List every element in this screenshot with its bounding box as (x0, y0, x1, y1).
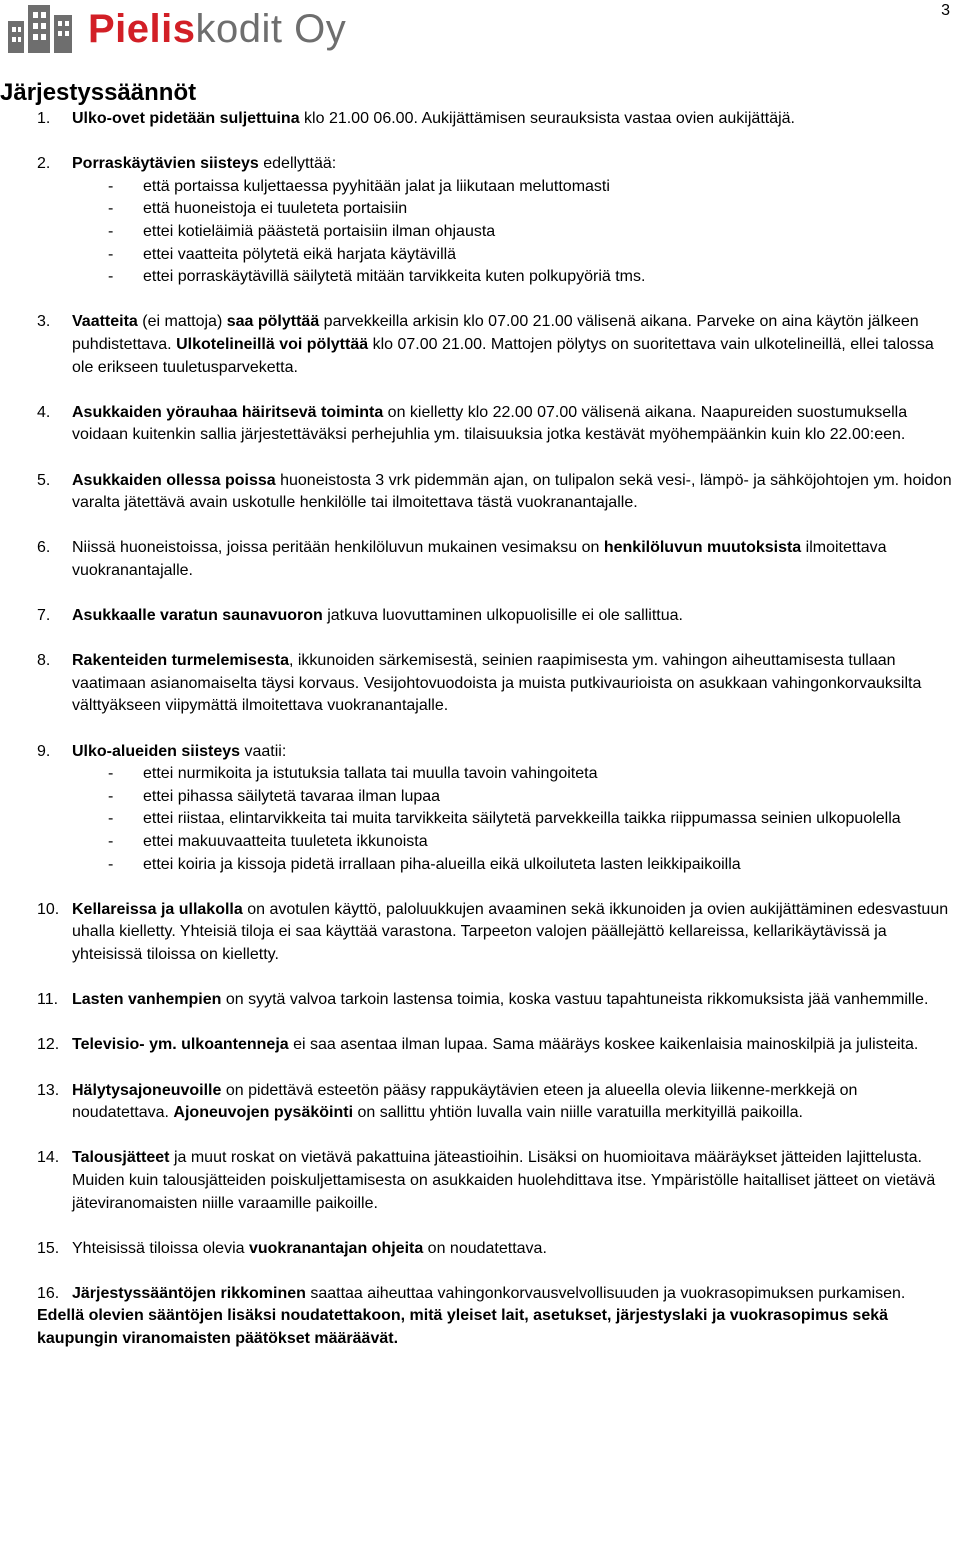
page-number: 3 (941, 2, 950, 19)
rule-item: 6. Niissä huoneistoissa, joissa peritään henkilöluvun mukainen vesimaksu on henkilöluvun muutoksista ilmoitettava vuokranantajalle. (37, 539, 887, 579)
rule-item: 1. Ulko-ovet pidetään suljettuina klo 21.00 06.00. Aukijättämisen seurauksista vastaa ovien aukijättäjä. (37, 110, 795, 127)
rule-item: 7. Asukkaalle varatun saunavuoron jatkuva luovuttaminen ulkopuolisille ei ole sallittua. (37, 607, 683, 625)
rule-subitem: - ettei makuuvaatteita tuuleteta ikkunoista (108, 833, 428, 850)
rule-item: 14. Talousjätteet ja muut roskat on vietävä pakattuina jäteastioihin. Lisäksi on huomioitava määräykset jätteiden lajittelusta. Muiden kuin talousjätteiden poiskuljettamisesta on asukkaiden huolehdittava itse. Ympäristölle haitalliset jätteet on vietävä jäteviranomaisten niille varaamille paikoille. (37, 1149, 936, 1212)
rule-item: 12. Televisio- ym. ulkoantenneja ei saa asentaa ilman lupaa. Sama määräys koskee kaikenlaisia mainoskilpiä ja julisteita. (37, 1036, 919, 1054)
building-logo-icon (6, 3, 76, 55)
rule-subitem: - ettei koiria ja kissoja pidetä irrallaan piha-alueilla eikä ulkoiluteta lasten leikkipaikoilla (108, 855, 741, 873)
rule-subitem: - että portaissa kuljettaessa pyyhitään jalat ja liikutaan meluttomasti (108, 177, 610, 195)
final-note: Edellä olevien sääntöjen lisäksi noudatettakoon, mitä yleiset lait, asetukset, järjestyslaki ja vuokrasopimus sekä kaupungin viranomaisten päätökset määräävät. (37, 1307, 889, 1348)
rule-subitem: - ettei riistaa, elintarvikkeita tai muita tarvikkeita säilytetä parvekkeilla taikka riippumassa seinien ulkopuolella (108, 810, 901, 828)
rule-item: 11. Lasten vanhempien on syytä valvoa tarkoin lastensa toimia, koska vastuu tapahtuneista rikkomuksista jää vanhemmille. (37, 991, 929, 1009)
rule-item: 8. Rakenteiden turmelemisesta, ikkunoiden särkemisestä, seinien raapimisesta ym. vahingon aiheuttamisesta tullaan vaatimaan asianomaiselta täysi korvaus. Vesijohtovuodoista ja muista putkivaurioista on asukkaan vahingonkorvauksilta välttyäkseen viipymättä ilmoitettava vuokranantajalle. (37, 652, 922, 715)
rule-item: 2. Porraskäytävien siisteys edellyttää: (37, 155, 337, 173)
rule-item: 5. Asukkaiden ollessa poissa huoneistosta 3 vrk pidemmän ajan, on tulipalon sekä vesi-, lämpö- ja sähköjohtojen ym. hoidon varalta jätettävä avain uskotulle henkilölle tai ilmoitettava tästä vuokranantajalle. (37, 471, 952, 512)
rules-list (0, 108, 958, 1351)
rule-item: 4. Asukkaiden yörauhaa häiritsevä toiminta on kielletty klo 22.00 07.00 välisenä aikana. Naapureiden suostumuksella voidaan kuitenkin sallia järjestettäväksi perhejuhlia ym. tilaisuuksia jotka kestävät myöhempäänkin kuin klo 22.00:een. (37, 403, 908, 444)
rule-item: 15. Yhteisissä tiloissa olevia vuokranantajan ohjeita on noudatettava. (37, 1239, 547, 1257)
rule-item: 9. Ulko-alueiden siisteys vaatii: (37, 742, 287, 760)
rule-subitem: - että huoneistoja ei tuuleteta portaisiin (108, 200, 408, 218)
rule-item: 13. Hälytysajoneuvoille on pidettävä esteetön pääsy rappukäytävien eteen ja alueella olevia liikenne-merkkejä on noudatettava. Ajoneuvojen pysäköinti on sallittu yhtiön luvalla vain niille varatuilla merkityillä paikoilla. (37, 1081, 858, 1122)
rule-subitem: - ettei pihassa säilytetä tavaraa ilman lupaa (108, 787, 441, 805)
logo-wordmark: Pieliskodit Oy (88, 7, 347, 51)
rule-item: 16. Järjestyssääntöjen rikkominen saattaa aiheuttaa vahingonkorvausvelvollisuuden ja vuokrasopimuksen purkamisen. (37, 1284, 906, 1302)
rule-item: 3. Vaatteita (ei mattoja) saa pölyttää parvekkeilla arkisin klo 07.00 21.00 välisenä aikana. Parveke on aina käytön jälkeen puhdistettava. Ulkotelineillä voi pölyttää klo 07.00 21.00. Mattojen pölytys on suoritettava vain ulkotelineillä, ellei talossa ole erikseen tuuletusparveketta. (37, 313, 934, 376)
rule-subitem: - ettei kotieläimiä päästetä portaisiin ilman ohjausta (108, 222, 496, 240)
rule-subitem: - ettei vaatteita pölytetä eikä harjata käytävillä (108, 245, 457, 263)
rule-subitem: - ettei porraskäytävillä säilytetä mitään tarvikkeita kuten polkupyöriä tms. (108, 268, 646, 286)
rule-item: 10. Kellareissa ja ullakolla on avotulen käyttö, paloluukkujen avaaminen sekä ikkunoiden ja ovien aukijättäminen edesvastuun uhalla kielletty. Yhteisiä tiloja ei saa käyttää varastona. Tarpeeton valojen päällejättö kellareissa, kellarikäytävissä ja yhteisissä tiloissa on kielletty. (37, 900, 949, 963)
company-logo (6, 0, 346, 58)
page-title: Järjestyssäännöt (0, 79, 197, 106)
rule-subitem: - ettei nurmikoita ja istutuksia tallata tai muulla tavoin vahingoiteta (108, 765, 598, 783)
